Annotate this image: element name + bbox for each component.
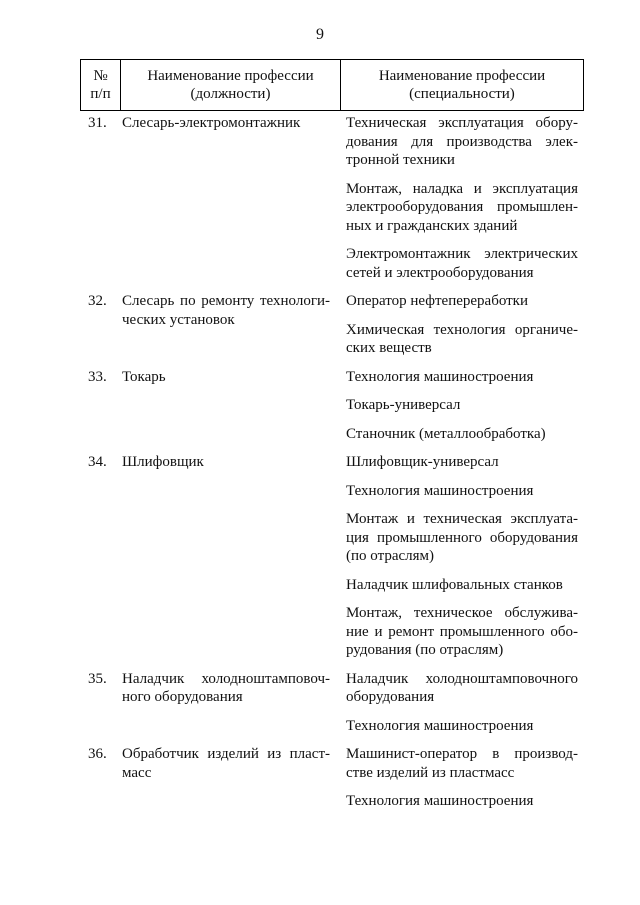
specialty-list [346,368,578,454]
header-position-column [121,60,341,110]
specialty-list [346,745,578,821]
position-name: Слесарь-электромонтажник [122,115,301,131]
specialty-list [346,114,578,292]
table-row [0,670,640,746]
row-number: 36. [88,746,107,762]
specialty-item: Наладчик холодноштамповочного оборудования [346,670,578,705]
table-row [0,453,640,670]
table-row [0,292,640,368]
header-specialty-line2: (специальности) [409,86,515,102]
specialty-item: Наладчик шлифовальных станков [346,576,563,593]
row-number: 34. [88,454,107,470]
specialty-item: Технология машиностроения [346,368,534,385]
specialty-item: Химическая технология органиче-ских веществ [346,321,578,356]
specialty-item: Технология машиностроения [346,717,534,734]
position-name: Слесарь по ремонту технологи-ческих установок [122,293,330,328]
specialty-item: Монтаж, наладка и эксплуатация электрооборудования промышлен-ных и гражданских зданий [346,180,578,234]
header-number-line1: № [93,68,108,84]
row-number: 31. [88,115,107,131]
table-body [0,114,640,821]
table-row [0,745,640,821]
specialty-item: Шлифовщик-универсал [346,454,499,470]
header-position-line2: (должности) [190,86,271,102]
row-number: 33. [88,368,107,385]
table-row [0,114,640,292]
specialty-item: Электромонтажник электрических сетей и электрооборудования [346,246,578,281]
specialty-item: Техническая эксплуатация обору-дования для производства элек-тронной техники [346,115,578,168]
table-row [0,368,640,454]
specialty-item: Технология машиностроения [346,482,534,499]
table-header [80,59,584,111]
header-number-line2: п/п [90,86,111,102]
header-position-line1: Наименование профессии [147,68,314,84]
page-number: 9 [316,26,324,43]
specialty-list [346,670,578,746]
specialty-item: Монтаж, техническое обслужива-ние и ремонт промышленного обо-рудования (по отраслям) [346,605,578,658]
specialty-item: Токарь-универсал [346,397,461,413]
position-name: Наладчик холодноштамповоч-ного оборудования [122,670,330,705]
specialty-list [346,292,578,368]
specialty-item: Машинист-оператор в производ-стве изделий из пластмасс [346,746,578,781]
header-number-column [81,60,121,110]
specialty-item: Технология машиностроения [346,793,534,809]
header-specialty-column [341,60,583,110]
header-specialty-line1: Наименование профессии [378,68,546,84]
specialty-item: Станочник (металлообработка) [346,425,546,442]
specialty-item: Монтаж и техническая эксплуата-ция промышленного оборудования (по отраслям) [346,511,578,564]
position-name: Токарь [122,368,166,385]
specialty-item: Оператор нефтепереработки [346,293,528,309]
specialty-list [346,453,578,670]
row-number: 32. [88,293,107,309]
position-name: Обработчик изделий из пласт-масс [122,746,330,781]
row-number: 35. [88,670,107,687]
position-name: Шлифовщик [122,454,204,470]
